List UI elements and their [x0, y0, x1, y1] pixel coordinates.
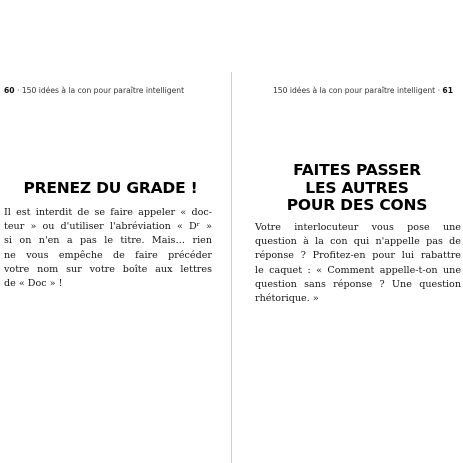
left-heading: PRENEZ DU GRADE !	[23, 179, 198, 197]
left-body-text	[4, 206, 212, 291]
right-body-line: question sans réponse ? Une question	[255, 278, 461, 290]
left-book-title: 150 idées à la con pour paraître intelligent	[21, 86, 185, 95]
right-body-line: le caquet : « Comment appelle-t-on une	[255, 264, 461, 276]
left-body-line: Il est interdit de se faire appeler « doc-	[4, 207, 212, 218]
left-page	[0, 0, 231, 463]
left-body-line: teur » ou d'utiliser l'abréviation « Dʳ »	[4, 221, 212, 233]
left-body-line: votre nom sur votre boîte aux lettres	[4, 263, 212, 275]
left-page-number: 60	[4, 86, 15, 95]
running-head-separator: ·	[17, 86, 22, 95]
right-heading	[262, 162, 452, 215]
right-body-text	[255, 221, 461, 306]
right-body-line: réponse ? Profitez-en pour lui rabattre	[255, 250, 461, 262]
right-book-title: 150 idées à la con pour paraître intelligent	[272, 86, 436, 95]
running-head-separator: ·	[437, 86, 443, 95]
right-heading-line: LES AUTRES	[305, 178, 409, 197]
left-body-line: de « Doc » !	[4, 278, 63, 290]
left-running-head	[4, 86, 184, 95]
right-body-line: Votre interlocuteur vous pose une	[255, 222, 461, 233]
right-heading-line: FAITES PASSER	[293, 161, 421, 179]
right-body-line: question à la con qui n'appelle pas de	[255, 236, 461, 248]
left-body-line: ne vous empêche de faire précéder	[4, 249, 212, 261]
right-heading-line: POUR DES CONS	[286, 196, 428, 214]
left-body-line: si on n'en a pas le titre. Mais… rien	[4, 235, 212, 247]
right-running-head	[273, 86, 453, 95]
right-page-number: 61	[442, 86, 453, 95]
right-body-line: rhétorique. »	[255, 293, 319, 305]
right-page	[232, 0, 463, 463]
